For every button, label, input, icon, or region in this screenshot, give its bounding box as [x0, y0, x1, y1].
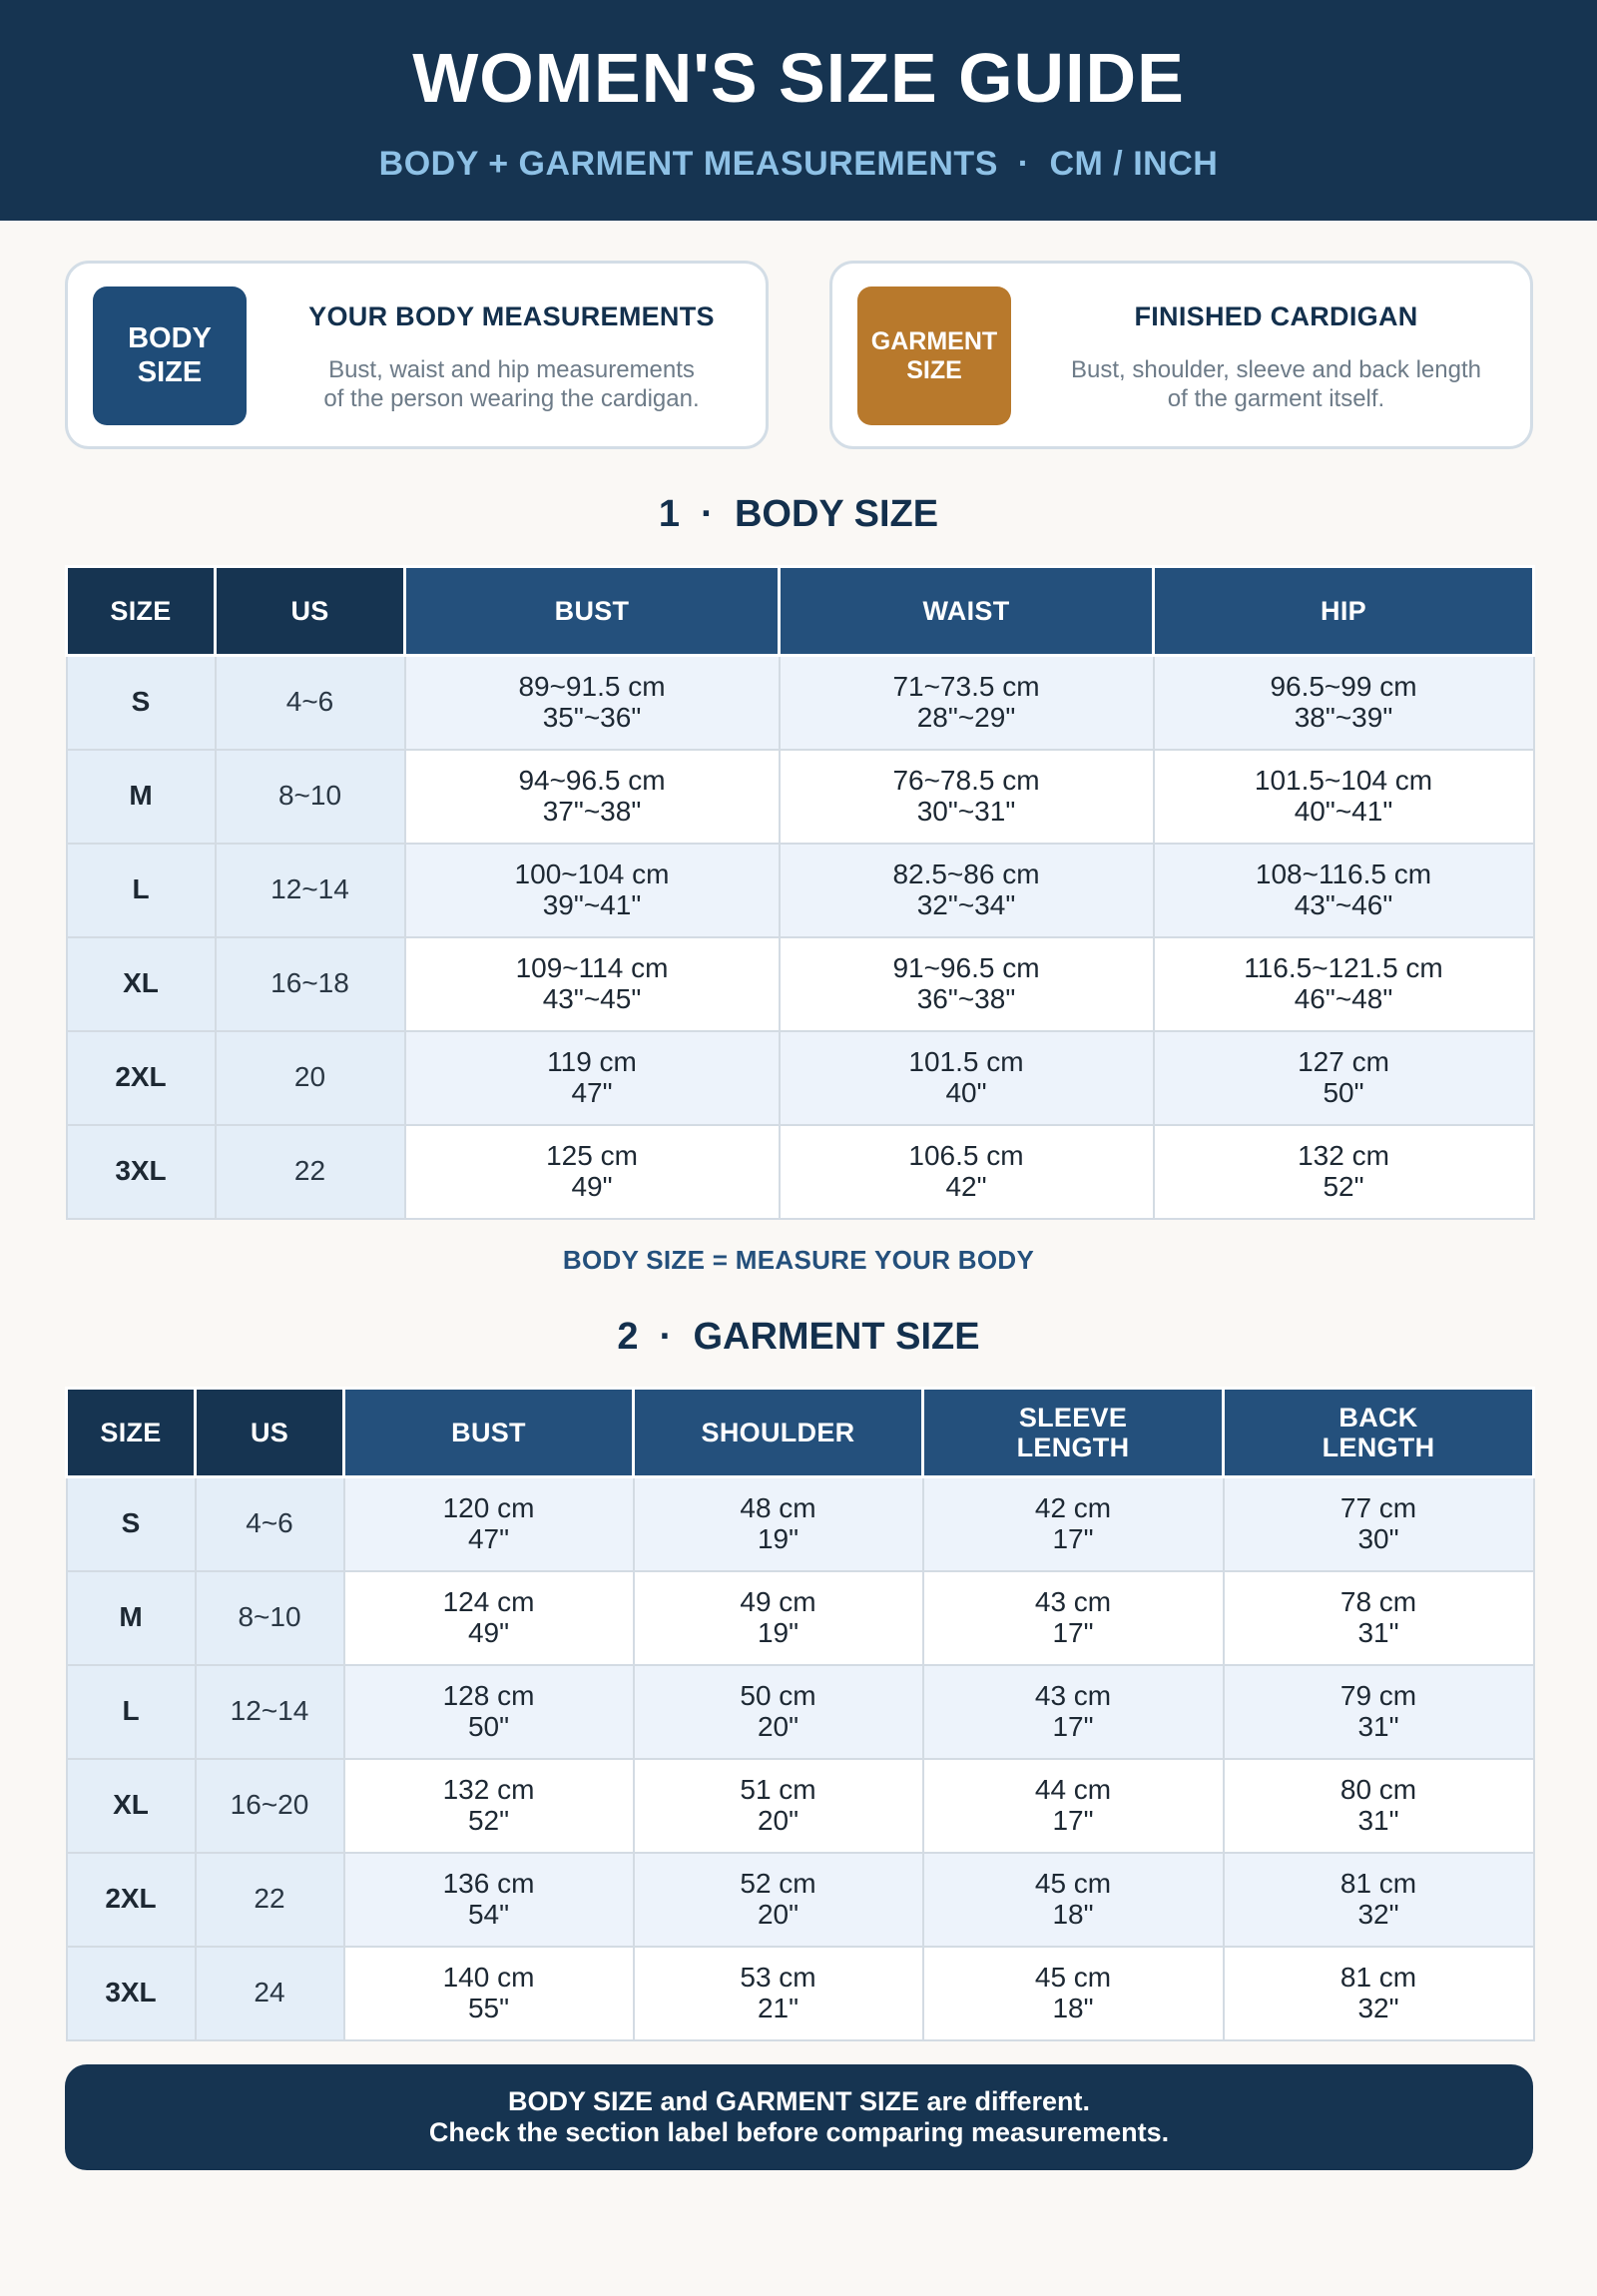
- body-size-info-card: [65, 261, 769, 449]
- us-size-cell: 22: [196, 1853, 344, 1947]
- body-card-desc-line2: of the person wearing the cardigan.: [323, 385, 700, 413]
- size-label-cell: XL: [67, 1759, 196, 1853]
- us-size-cell: 24: [196, 1947, 344, 2040]
- measurement-cell: 127 cm 50": [1154, 1031, 1534, 1125]
- garment-table-header-sleeve-length: SLEEVE LENGTH: [923, 1389, 1224, 1477]
- us-size-cell: 8~10: [216, 750, 405, 844]
- measurement-cell: 89~91.5 cm 35"~36": [405, 656, 780, 750]
- size-label-cell: 2XL: [67, 1853, 196, 1947]
- size-label-cell: S: [67, 1477, 196, 1571]
- table-row: [67, 1571, 1534, 1665]
- measurement-cell: 44 cm 17": [923, 1759, 1224, 1853]
- measurement-cell: 109~114 cm 43"~45": [405, 937, 780, 1031]
- table-row: [67, 1947, 1534, 2040]
- body-table-header-hip: HIP: [1154, 567, 1534, 656]
- measurement-cell: 51 cm 20": [634, 1759, 923, 1853]
- garment-table-header-us: US: [196, 1389, 344, 1477]
- measurement-cell: 52 cm 20": [634, 1853, 923, 1947]
- measurement-cell: 81 cm 32": [1224, 1947, 1534, 2040]
- size-label-cell: L: [67, 844, 216, 937]
- measurement-cell: 116.5~121.5 cm 46"~48": [1154, 937, 1534, 1031]
- body-table-header-waist: WAIST: [780, 567, 1154, 656]
- measurement-cell: 71~73.5 cm 28"~29": [780, 656, 1154, 750]
- header-banner: [0, 0, 1597, 221]
- garment-size-badge: [857, 287, 1011, 425]
- body-table-body: [67, 656, 1534, 1219]
- measurement-cell: 82.5~86 cm 32"~34": [780, 844, 1154, 937]
- measurement-cell: 101.5~104 cm 40"~41": [1154, 750, 1534, 844]
- measurement-cell: 76~78.5 cm 30"~31": [780, 750, 1154, 844]
- measurement-cell: 78 cm 31": [1224, 1571, 1534, 1665]
- body-table-header-us: US: [216, 567, 405, 656]
- size-label-cell: XL: [67, 937, 216, 1031]
- measurement-cell: 91~96.5 cm 36"~38": [780, 937, 1154, 1031]
- body-card-desc-line1: Bust, waist and hip measurements: [328, 356, 695, 383]
- size-label-cell: S: [67, 656, 216, 750]
- garment-size-section-title: 2 · GARMENT SIZE: [617, 1316, 980, 1358]
- table-row: [67, 750, 1534, 844]
- measurement-cell: 106.5 cm 42": [780, 1125, 1154, 1219]
- garment-table-header-back-length: BACK LENGTH: [1224, 1389, 1534, 1477]
- body-card-description: [277, 355, 746, 414]
- measurement-cell: 43 cm 17": [923, 1665, 1224, 1759]
- body-size-note: BODY SIZE = MEASURE YOUR BODY: [562, 1245, 1035, 1275]
- us-size-cell: 4~6: [216, 656, 405, 750]
- measurement-cell: 77 cm 30": [1224, 1477, 1534, 1571]
- body-table-header-bust: BUST: [405, 567, 780, 656]
- measurement-cell: 81 cm 32": [1224, 1853, 1534, 1947]
- measurement-cell: 80 cm 31": [1224, 1759, 1534, 1853]
- body-size-table: [65, 565, 1535, 1220]
- measurement-cell: 132 cm 52": [1154, 1125, 1534, 1219]
- footer-warning-banner: [65, 2064, 1533, 2170]
- measurement-cell: 42 cm 17": [923, 1477, 1224, 1571]
- table-row: [67, 1665, 1534, 1759]
- size-label-cell: 3XL: [67, 1947, 196, 2040]
- us-size-cell: 12~14: [216, 844, 405, 937]
- table-row: [67, 1125, 1534, 1219]
- garment-size-info-card: [829, 261, 1533, 449]
- measurement-cell: 94~96.5 cm 37"~38": [405, 750, 780, 844]
- size-label-cell: 3XL: [67, 1125, 216, 1219]
- garment-badge-line1: GARMENT: [870, 326, 998, 355]
- measurement-cell: 50 cm 20": [634, 1665, 923, 1759]
- body-card-title: YOUR BODY MEASUREMENTS: [308, 301, 715, 331]
- page-title: WOMEN'S SIZE GUIDE: [412, 39, 1185, 117]
- measurement-cell: 140 cm 55": [344, 1947, 634, 2040]
- measurement-cell: 128 cm 50": [344, 1665, 634, 1759]
- us-size-cell: 4~6: [196, 1477, 344, 1571]
- measurement-cell: 79 cm 31": [1224, 1665, 1534, 1759]
- us-size-cell: 22: [216, 1125, 405, 1219]
- table-row: [67, 937, 1534, 1031]
- measurement-cell: 48 cm 19": [634, 1477, 923, 1571]
- us-size-cell: 16~20: [196, 1759, 344, 1853]
- us-size-cell: 8~10: [196, 1571, 344, 1665]
- body-badge-line2: SIZE: [137, 355, 203, 388]
- body-table-header-row: [67, 567, 1534, 656]
- table-row: [67, 1477, 1534, 1571]
- garment-badge-line2: SIZE: [906, 355, 962, 384]
- measurement-cell: 136 cm 54": [344, 1853, 634, 1947]
- measurement-cell: 96.5~99 cm 38"~39": [1154, 656, 1534, 750]
- footer-line1: BODY SIZE and GARMENT SIZE are different.: [507, 2085, 1091, 2116]
- us-size-cell: 20: [216, 1031, 405, 1125]
- measurement-cell: 108~116.5 cm 43"~46": [1154, 844, 1534, 937]
- table-row: [67, 1031, 1534, 1125]
- us-size-cell: 12~14: [196, 1665, 344, 1759]
- garment-table-header-bust: BUST: [344, 1389, 634, 1477]
- measurement-cell: 100~104 cm 39"~41": [405, 844, 780, 937]
- garment-table-header-row: [67, 1389, 1534, 1477]
- garment-card-desc-line1: Bust, shoulder, sleeve and back length: [1071, 356, 1481, 383]
- size-label-cell: 2XL: [67, 1031, 216, 1125]
- measurement-cell: 120 cm 47": [344, 1477, 634, 1571]
- measurement-cell: 53 cm 21": [634, 1947, 923, 2040]
- measurement-cell: 101.5 cm 40": [780, 1031, 1154, 1125]
- garment-card-desc-line2: of the garment itself.: [1167, 385, 1385, 413]
- body-size-badge: [93, 287, 247, 425]
- body-badge-line1: BODY: [128, 322, 212, 355]
- size-label-cell: M: [67, 750, 216, 844]
- size-label-cell: L: [67, 1665, 196, 1759]
- measurement-cell: 49 cm 19": [634, 1571, 923, 1665]
- measurement-cell: 43 cm 17": [923, 1571, 1224, 1665]
- measurement-cell: 45 cm 18": [923, 1853, 1224, 1947]
- page-subtitle: BODY + GARMENT MEASUREMENTS · CM / INCH: [378, 145, 1219, 183]
- table-row: [67, 656, 1534, 750]
- measurement-cell: 124 cm 49": [344, 1571, 634, 1665]
- garment-table-header-size: SIZE: [67, 1389, 196, 1477]
- measurement-cell: 119 cm 47": [405, 1031, 780, 1125]
- size-label-cell: M: [67, 1571, 196, 1665]
- garment-card-title: FINISHED CARDIGAN: [1134, 301, 1418, 331]
- table-row: [67, 1853, 1534, 1947]
- body-table-header-size: SIZE: [67, 567, 216, 656]
- body-size-section-title: 1 · BODY SIZE: [658, 493, 939, 535]
- garment-card-description: [1042, 355, 1510, 414]
- measurement-cell: 45 cm 18": [923, 1947, 1224, 2040]
- us-size-cell: 16~18: [216, 937, 405, 1031]
- garment-size-table: [65, 1387, 1535, 2041]
- table-row: [67, 844, 1534, 937]
- footer-line2: Check the section label before comparing measurements.: [428, 2117, 1170, 2147]
- measurement-cell: 125 cm 49": [405, 1125, 780, 1219]
- garment-table-header-shoulder: SHOULDER: [634, 1389, 923, 1477]
- table-row: [67, 1759, 1534, 1853]
- measurement-cell: 132 cm 52": [344, 1759, 634, 1853]
- garment-table-body: [67, 1477, 1534, 2040]
